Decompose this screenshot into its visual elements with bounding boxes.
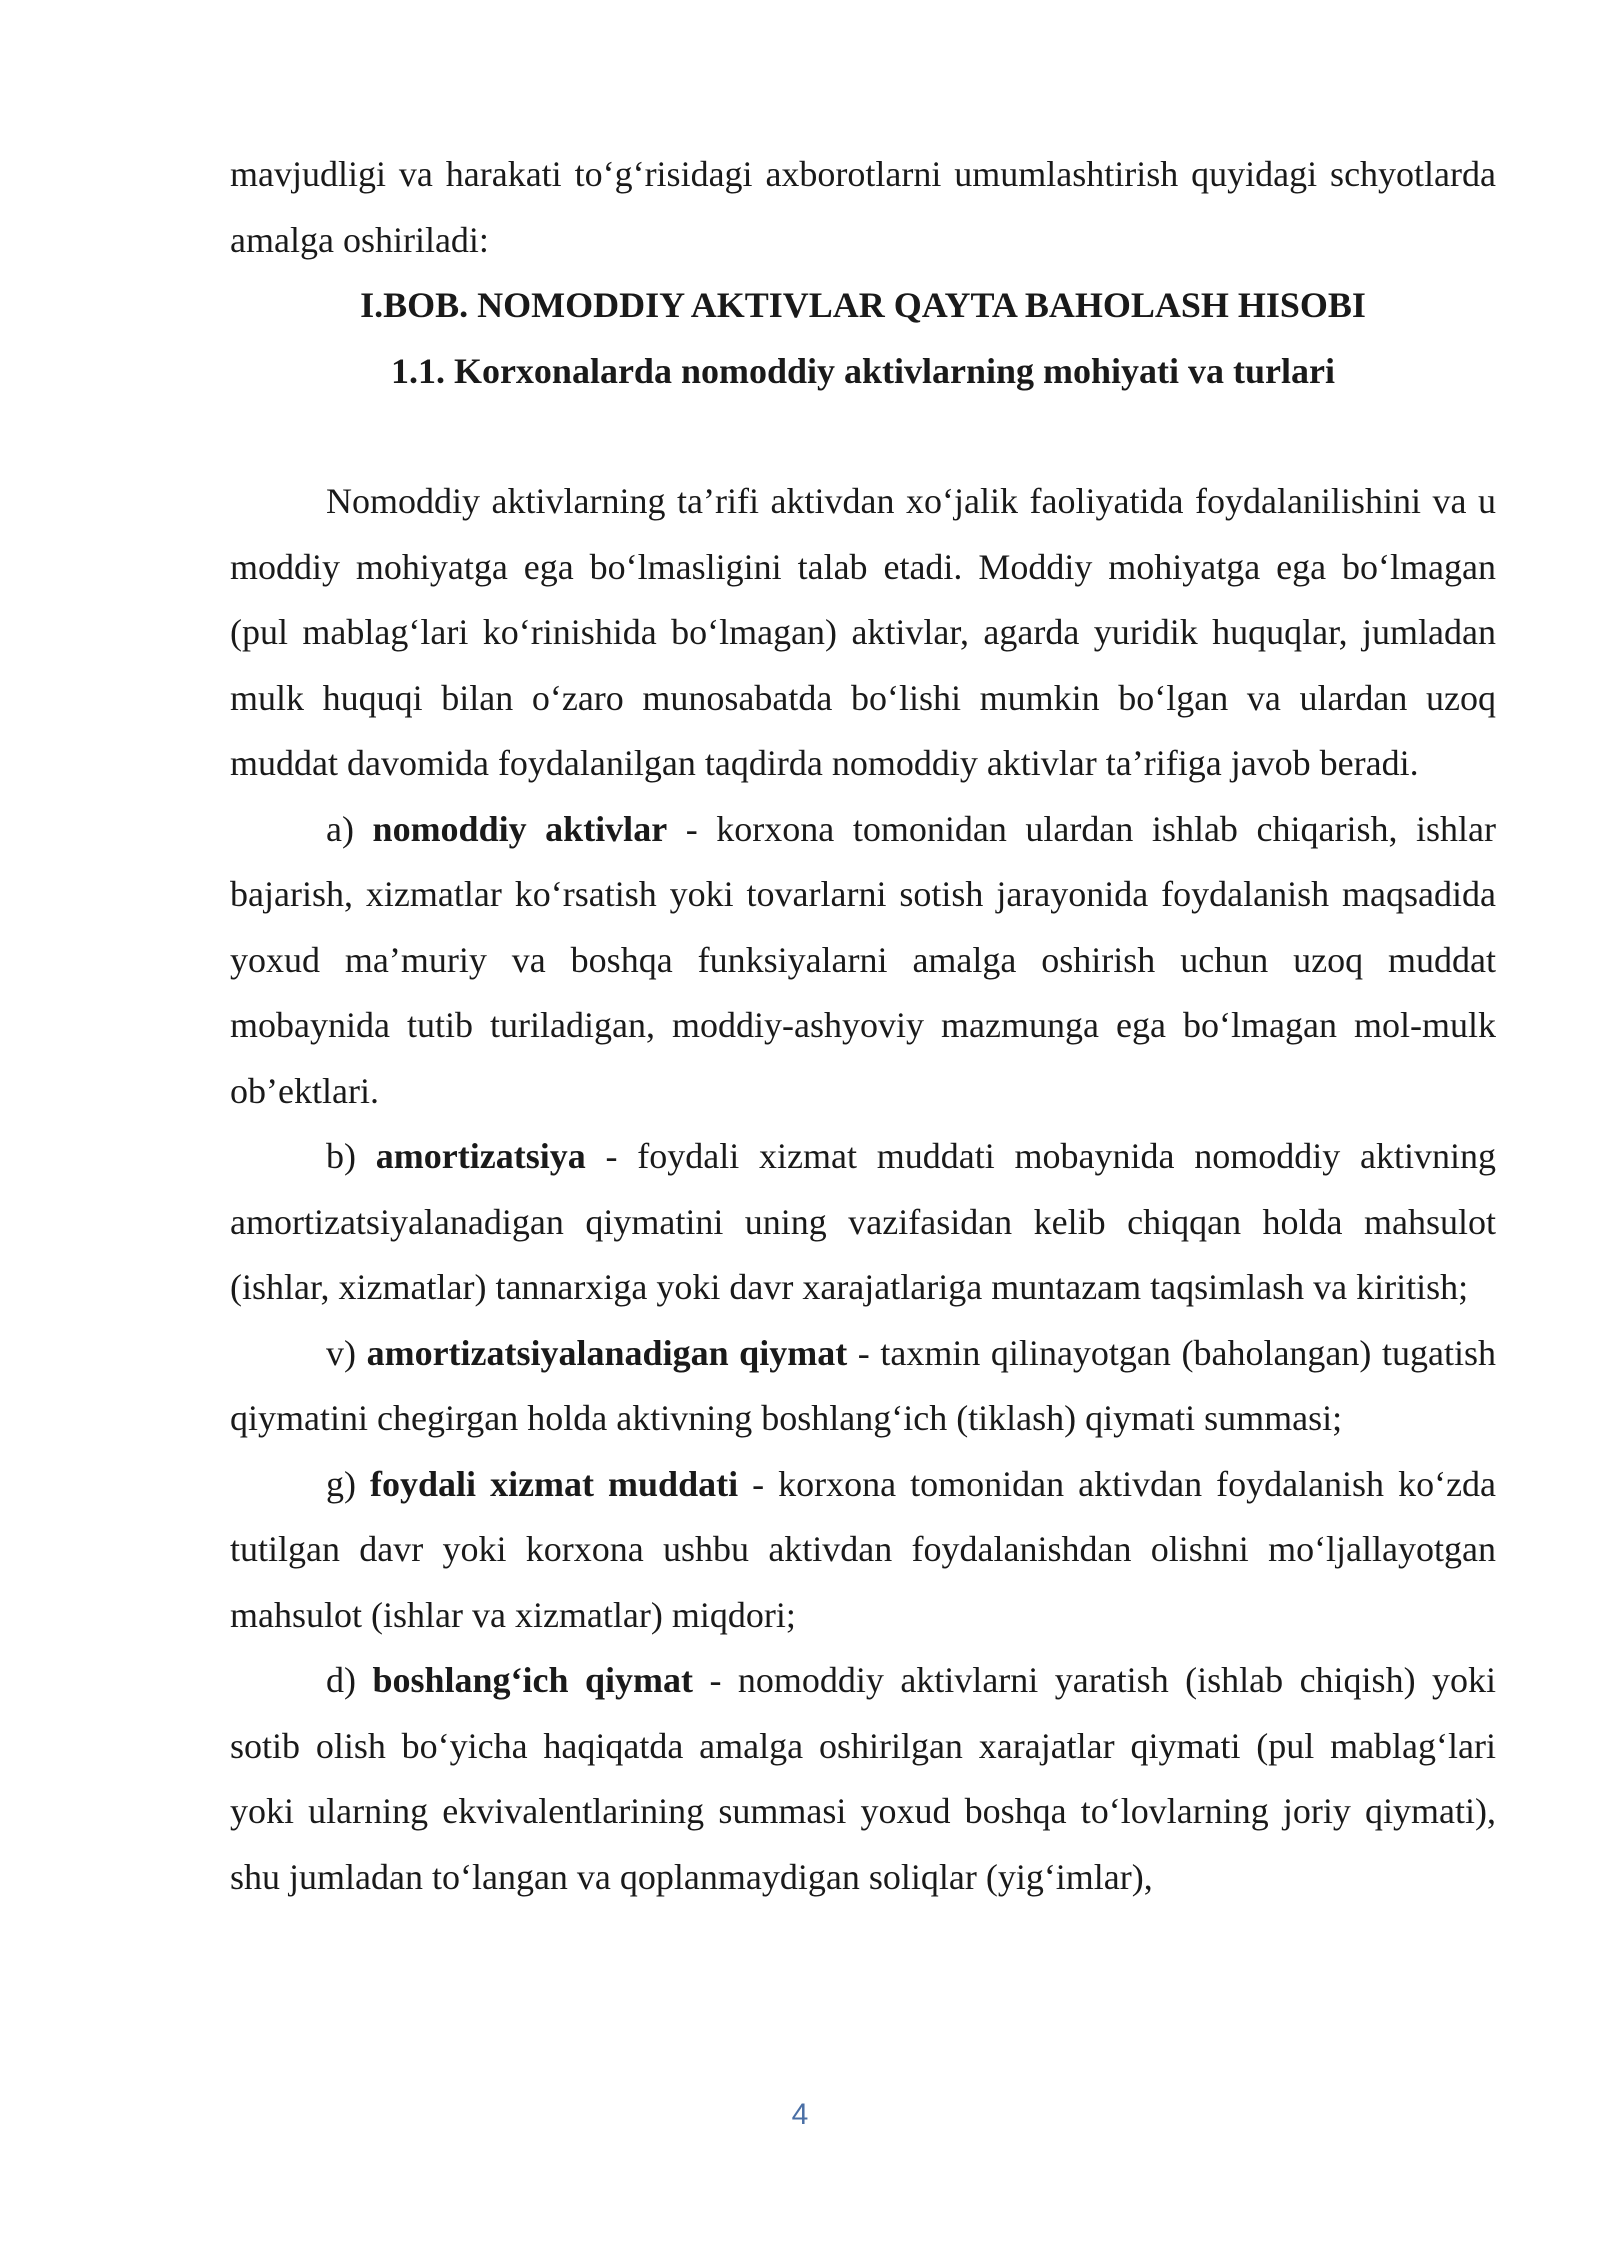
definition-item — [230, 1124, 1496, 1321]
definition-marker: v) — [326, 1332, 356, 1373]
page-number: 4 — [791, 2098, 809, 2131]
definition-text: - korxona tomonidan aktivdan foydalanish ko‘zda tutilgan davr yoki korxona ushbu aktivdan foydalanishdan olishni mo‘ljallayotgan mahsulot (ishlar va xizmatlar) miqdori; — [230, 1463, 1497, 1635]
definition-term: boshlang‘ich qiymat — [372, 1660, 693, 1700]
definition-item — [230, 1321, 1496, 1452]
definition-text: - foydali xizmat muddati mobaynida nomoddiy aktivning amortizatsiyalanadigan qiymatini uning vazifasidan kelib chiqqan holda mahsulot (ishlar, xizmatlar) tannarxiga yoki davr xarajatlariga muntazam taqsimlash va kiritish; — [230, 1136, 1497, 1307]
definition-text: - nomoddiy aktivlarni yaratish (ishlab chiqish) yoki sotib olish bo‘yicha haqiqatda amalga oshirilgan xarajatlar qiymati (pul mablag‘lari yoki ularning ekvivalentlarining summasi yoxud boshqa to‘lovlarning joriy qiymati), shu jumladan to‘langan va qoplanmaydigan soliqlar (yig‘imlar), — [230, 1660, 1497, 1897]
definition-text: - korxona tomonidan ulardan ishlab chiqarish, ishlar bajarish, xizmatlar ko‘rsatish yoki tovarlarni sotish jarayonida foydalanish maqsadida yoxud ma’muriy va boshqa funksiyalarni amalga oshirish uchun uzoq muddat mobaynida tutib turiladigan, moddiy-ashyoviy mazmunga ega bo‘lmagan mol-mulk ob’ektlari. — [230, 808, 1497, 1111]
definition-text: - taxmin qilinayotgan (baholangan) tugatish qiymatini chegirgan holda aktivning boshlang‘ich (tiklash) qiymati summasi; — [230, 1332, 1496, 1438]
definition-term: amortizatsiyalanadigan qiymat — [366, 1332, 848, 1373]
definition-item — [230, 1452, 1496, 1649]
definition-marker: a) — [326, 808, 354, 849]
intro-paragraph: mavjudligi va harakati to‘g‘risidagi axborotlarni umumlashtirish quyidagi schyotlarda amalga oshiriladi: — [230, 154, 1496, 260]
definition-term: nomoddiy aktivlar — [372, 808, 668, 849]
definition-item — [230, 1648, 1496, 1910]
definition-marker: b) — [326, 1136, 356, 1176]
definition-marker: g) — [326, 1463, 356, 1504]
definition-term: amortizatsiya — [375, 1136, 586, 1176]
section-title: 1.1. Korxonalarda nomoddiy aktivlarning mohiyati va turlari — [390, 350, 1336, 391]
chapter-title: I.BOB. NOMODDIY AKTIVLAR QAYTA BAHOLASH HISOBI — [360, 285, 1366, 325]
body-paragraph: Nomoddiy aktivlarning ta’rifi aktivdan xo‘jalik faoliyatida foydalanilishini va u moddiy mohiyatga ega bo‘lmasligini talab etadi. Moddiy mohiyatga ega bo‘lmagan (pul mablag‘lari ko‘rinishida bo‘lmagan) aktivlar, agarda yuridik huquqlar, jumladan mulk huquqi bilan o‘zaro munosabatda bo‘lishi mumkin bo‘lgan va ulardan uzoq muddat davomida foydalanilgan taqdirda nomoddiy aktivlar ta’rifiga javob beradi. — [230, 481, 1496, 783]
document-page — [230, 142, 1496, 1910]
definition-term: foydali xizmat muddati — [370, 1463, 739, 1504]
definition-item — [230, 797, 1496, 1125]
definition-marker: d) — [326, 1660, 356, 1700]
